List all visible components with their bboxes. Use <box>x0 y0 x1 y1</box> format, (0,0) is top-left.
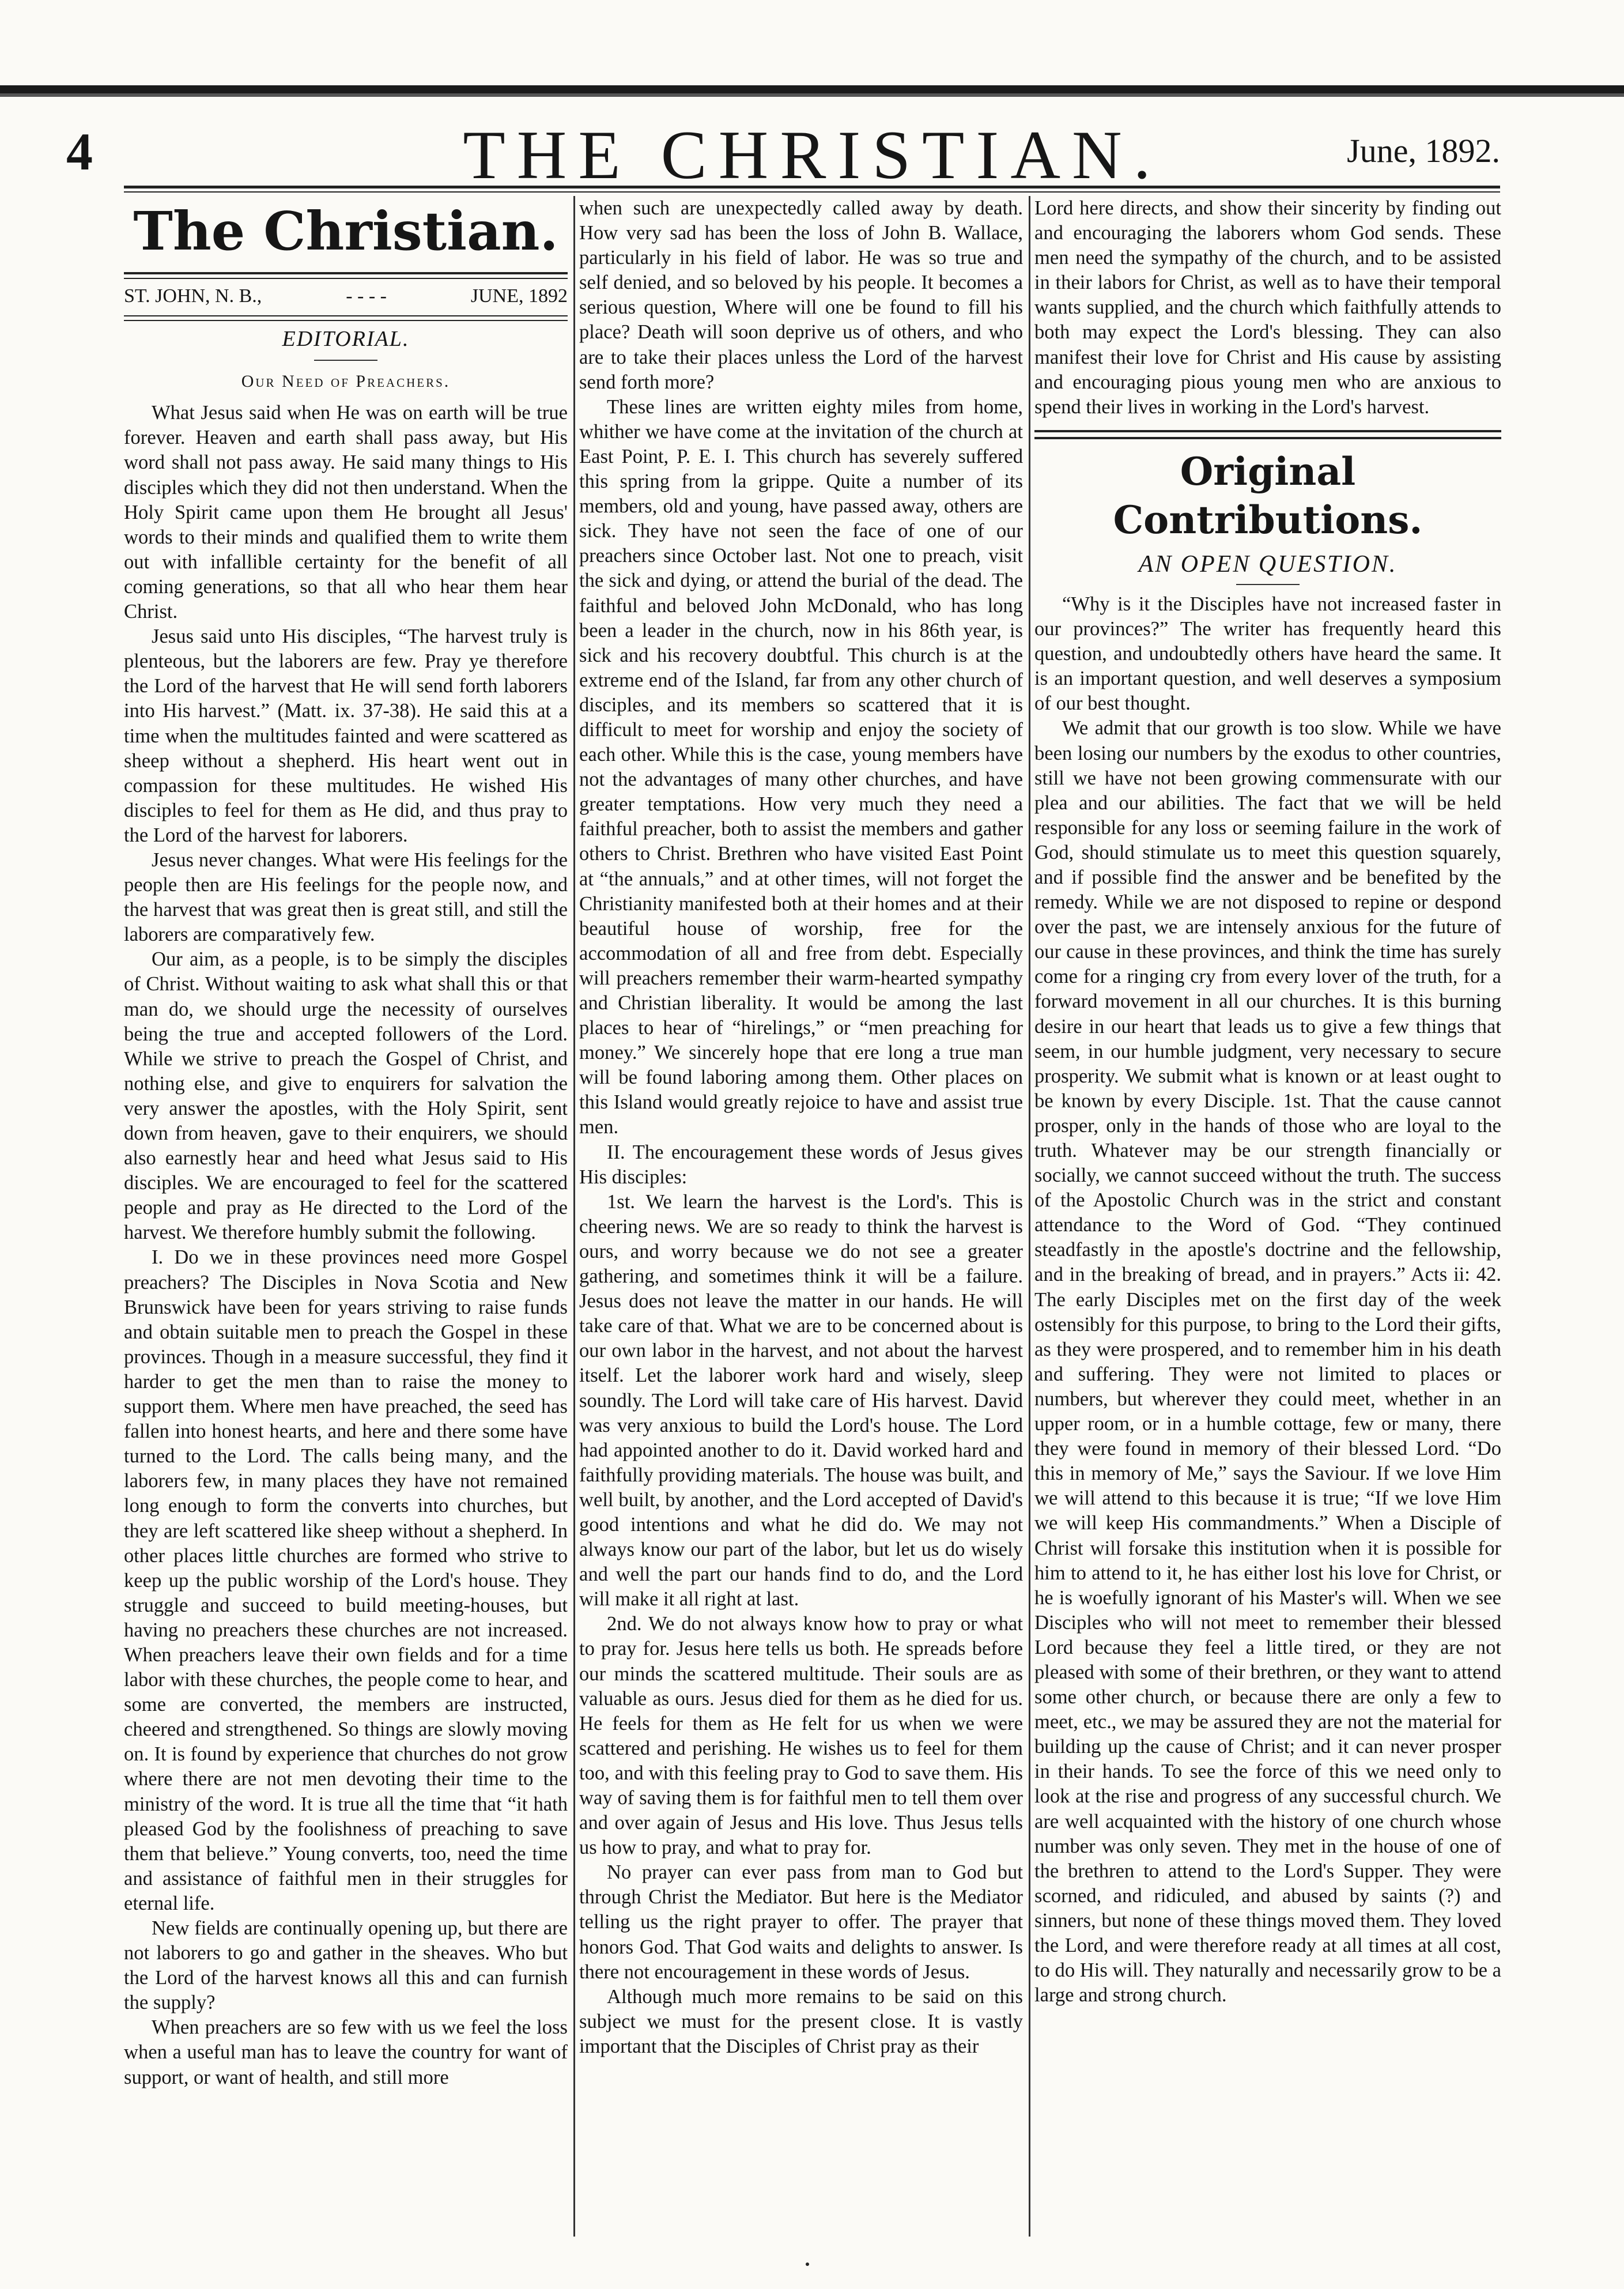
column-1 <box>124 196 568 2248</box>
masthead-rule-thin <box>124 191 1500 193</box>
footer-dot <box>806 2262 809 2266</box>
dateline-rule <box>124 315 568 321</box>
paragraph: “Why is it the Disciples have not increased faster in our provinces?” The writer has frequently heard this question, and undoubtedly others have heard the same. It is an important question, and well deserves a symposium of our best thought. <box>1034 593 1501 715</box>
paragraph: We admit that our growth is too slow. While we have been losing our numbers by the exodus to other countries, still we have not been growing commensurate with our plea and our abilities. The fact that we will be held responsible for any loss or seeming failure in the work of God, should stimulate us to meet this question squarely, and if possible find the answer and be benefited by the remedy. While we are not disposed to repine or despond over the past, we are intensely anxious for the future of our cause in these provinces, and think the time has surely come for a ringing cry from every lover of the truth, for a forward movement in all our churches. It is this burning desire in our heart that leads us to give a few things that seem, in our humble judgment, very necessary to secure prosperity. We submit what is known or at least ought to be known by every Disciple. 1st. That the cause cannot prosper, only in the hands of those who are loyal to the truth. Whatever may be our strength financially or socially, we cannot succeed without the truth. The success of the Apostolic Church was in the strict and constant attendance to the Word of God. “They continued steadfastly in the apostle's doctrine and the fellowship, and in the breaking of bread, and in prayers.” Acts ii: 42. The early Disciples met on the first day of the week ostensibly for this purpose, to bring to the Lord their gifts, as they were prospered, and to remember him in his death and suffering. They were not limited to places or numbers, but wherever they could meet, whether in an upper room, or in a humble cottage, few or many, there they were found in memory of their blessed Lord. “Do this in memory of Me,” says the Saviour. If we love Him we will attend to this because it is true; “If we love Him we will keep His commandments.” When a Disciple of Christ will forsake this institution when it is possible for him to attend to it, he has either lost his love for Christ, or he is woefully ignorant of his Master's will. When we see Disciples who will not meet to remember their blessed Lord because they feel a little tired, or they are not pleased with some of their brethren, or they want to attend some other church, or because there are only a few to meet, etc., we may be assured they are not the material for building up the cause of Christ; and it can never prosper in their hands. To see the force of this we need only to look at the rise and progress of any successful church. We are well acquainted with the history of one church whose number was only seven. They met in the house of one of the brethren to attend to the Lord's Supper. They were scorned, and ridiculed, and abused by saints (?) and sinners, but none of these things moved them. They loved the Lord, and were therefore ready at all times at all cost, to do His will. They naturally and necessarily grow to be a large and strong church. <box>1034 717 1501 2007</box>
paragraph: Lord here directs, and show their sincerity by finding out and encouraging the laborers whom God sends. These men need the sympathy of the church, and to be assisted in their labors for Christ, as well as to have their temporal wants supplied, and the church which faithfully attends to both may expect the Lord's blessing. They can also manifest their love for Christ and His cause by assisting and encouraging pious young men who are anxious to spend their lives in working in the Lord's harvest. <box>1034 197 1501 418</box>
paragraph: When preachers are so few with us we feel the loss when a useful man has to leave the country for want of support, or want of health, and still more <box>124 2016 568 2088</box>
paragraph: I. Do we in these provinces need more Gospel preachers? The Disciples in Nova Scotia and New Brunswick have been for years striving to raise funds and obtain suitable men to preach the Gospel in these provinces. Though in a measure successful, they find it harder to get the men than to raise the money to support them. Where men have preached, the seed has fallen into honest hearts, and here and there some have turned to the Lord. The calls being many, and the laborers few, in many places they have not remained long enough to form the converts into churches, but they are left scattered like sheep without a shepherd. In other places little churches are formed who strive to keep up the public worship of the Lord's house. They struggle and succeed to build meeting-houses, but having no preachers these churches are not increased. When preachers leave their own fields and for a time labor with these churches, the people come to hear, and some are converted, the members are instructed, cheered and strengthened. So things are slowly moving on. It is found by experience that churches do not grow where there are not men devoting their time to the ministry of the word. It is true all the time that “it hath pleased God by the foolishness of preaching to save them that believe.” Young converts, too, need the time and assistance of faithful men in their struggles for eternal life. <box>124 1246 568 1914</box>
masthead-rule <box>124 186 1500 188</box>
paragraph: These lines are written eighty miles from home, whither we have come at the invitation of the church at East Point, P. E. I. This church has severely suffered this spring from la grippe. Quite a number of its members, old and young, have passed away, others are sick. They have not seen the face of one of our preachers since October last. Not one to preach, visit the sick and dying, or attend the burial of the dead. The faithful and beloved John McDonald, who has long been a leader in the church, now in his 86th year, is sick and his recovery doubtful. This church is at the extreme end of the Island, far from any other church of disciples, and its members so scattered that it is difficult to meet for worship and enjoy the society of each other. While this is the case, young members have not the advantages of many other churches, and have greater temptations. How very much they need a faithful preacher, both to assist the members and gather others to Christ. Brethren who have visited East Point at “the annuals,” and at other times, will not forget the Christianity manifested both at their homes and at their beautiful house of worship, free for the accommodation of all and free from debt. Especially will preachers remember their warm-hearted sympathy and Christian liberality. It would be among the last places to hear of “hirelings,” or “men preaching for money.” We sincerely hope that ere long a true man will be found laboring among them. Other places on this Island would greatly rejoice to have and assist true men. <box>579 395 1023 1138</box>
paragraph: Although much more remains to be said on this subject we must for the present close. It is vastly important that the Disciples of Christ pray as their <box>579 1985 1023 2057</box>
paragraph: Jesus said unto His disciples, “The harvest truly is plenteous, but the laborers are few. Pray ye therefore the Lord of the harvest that He will send forth laborers into His harvest.” (Matt. ix. 37-38). He said this at a time when the multitudes fainted and were scattered as sheep without a shepherd. His heart went out in compassion for these multitudes. He wished His disciples to feel for them as He did, and thus pray to the Lord of the harvest for laborers. <box>124 625 568 846</box>
newspaper-title: THE CHRISTIAN. <box>463 116 1162 193</box>
paragraph: Jesus never changes. What were His feelings for the people then are His feelings for the people now, and the harvest that was great then is great still, and still the laborers are comparatively few. <box>124 849 568 946</box>
dateline-date: JUNE, 1892 <box>470 285 568 307</box>
column-2 <box>579 196 1023 2248</box>
paragraph: when such are unexpectedly called away by death. How very sad has been the loss of John B. Wallace, particularly in his field of labor. He was so true and self denied, and so beloved by his people. It becomes a serious question, Where will one be found to fill his place? Death will soon deprive us of others, and who are to take their places unless the Lord of the harvest send forth more? <box>579 197 1023 393</box>
short-rule <box>314 360 377 361</box>
issue-date: June, 1892. <box>1347 132 1500 169</box>
column-3 <box>1034 196 1501 2248</box>
top-rule <box>0 85 1624 97</box>
short-rule <box>1236 584 1300 585</box>
article-title: AN OPEN QUESTION. <box>1138 550 1398 578</box>
paragraph: II. The encouragement these words of Jesus gives His disciples: <box>579 1141 1023 1188</box>
dateline-dashes: - - - - <box>346 285 387 307</box>
paragraph: What Jesus said when He was on earth will be true forever. Heaven and earth shall pass away, but His word shall not pass away. He said many things to His disciples which they did not then understand. When the Holy Spirit came upon them He brought all Jesus' words to their minds and qualified them to write them out with infallible certainty for the benefit of all coming generations, so that all who hear them hear Christ. <box>124 402 568 623</box>
paragraph: 2nd. We do not always know how to pray or what to pray for. Jesus here tells us both. He spreads before our minds the scattered multitude. Their souls are as valuable as ours. Jesus died for them as he died for us. He feels for them as He felt for us when we were scattered and perishing. He wishes us to feel for them too, and with this feeling pray to God to save them. His way of saving them is for faithful men to tell them over and over again of Jesus and His love. Thus Jesus tells us how to pray, and what to pray for. <box>579 1613 1023 1859</box>
section-rule <box>1034 430 1501 439</box>
paragraph: New fields are continually opening up, but there are not laborers to go and gather in the sheaves. Who but the Lord of the harvest knows all this and can furnish the supply? <box>124 1917 568 2014</box>
dateline-place: ST. JOHN, N. B., <box>124 285 262 307</box>
section-heading-contributions: Original Contributions. <box>1113 448 1423 542</box>
paragraph: 1st. We learn the harvest is the Lord's. This is cheering news. We are so ready to think the harvest is ours, and worry because we do not see a greater gathering, and sometimes think it will be a failure. Jesus does not leave the matter in our hands. He will take care of that. What we are to be concerned about is our own labor in the harvest, and not about the harvest itself. Let the laborer work hard and wisely, sleep soundly. The Lord will take care of His harvest. David was very anxious to build the Lord's house. The Lord had appointed another to do it. David worked hard and faithfully providing materials. The house was built, and well built, by another, and the Lord accepted of David's good intentions and what he did do. We may not always know our part of the labor, but let us do wisely and well the part our hands find to do, and the Lord will make it all right at last. <box>579 1190 1023 1611</box>
paragraph: Our aim, as a people, is to be simply the disciples of Christ. Without waiting to ask what shall this or that man do, we should urge the necessity of ourselves being the true and accepted followers of the Lord. While we strive to preach the Gospel of Christ, and nothing else, and give to enquirers for salvation the very answer the apostles, with the Holy Spirit, sent down from heaven, gave to their enquirers, we should also earnestly hear and heed what Jesus said to His disciples. We are encouraged to feel for the scattered people and pray as He directed to the Lord of the harvest. We therefore humbly submit the following. <box>124 948 568 1244</box>
paragraph: No prayer can ever pass from man to God but through Christ the Mediator. But here is the Mediator telling us the right prayer to offer. The prayer that honors God. That God waits and delights to answer. Is there not encouragement in these words of Jesus. <box>579 1861 1023 1983</box>
blackletter-heading: The Christian. <box>133 200 558 262</box>
page-number: 4 <box>66 122 93 181</box>
heading-rule <box>124 272 568 279</box>
column-divider-2 <box>1029 196 1030 2237</box>
article-subtitle: Our Need of Preachers. <box>241 372 451 391</box>
dateline <box>124 284 568 308</box>
column-divider-1 <box>573 196 575 2237</box>
section-heading-editorial: EDITORIAL. <box>282 327 410 352</box>
